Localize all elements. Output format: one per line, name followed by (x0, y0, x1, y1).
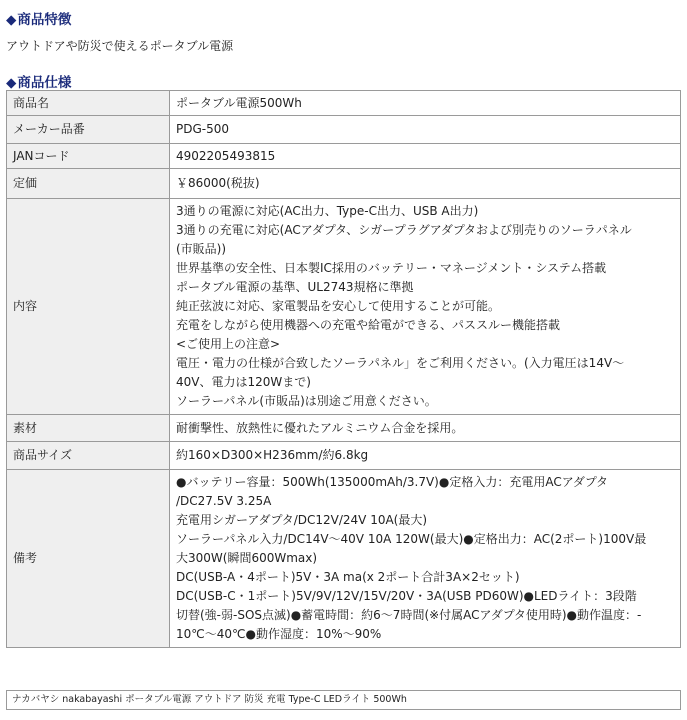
spec-label: メーカー品番 (7, 116, 170, 144)
spec-value-line: 10℃～40℃●動作湿度：10%～90% (176, 627, 382, 641)
spec-value-line: 40V、電力は120Wまで) (176, 375, 311, 389)
specs-heading (6, 71, 71, 91)
spec-value (170, 169, 681, 199)
spec-row (7, 442, 681, 470)
spec-value-line: 電圧・電力の仕様が合致したソーラパネル」をご利用ください。(入力電圧は14V～ (176, 356, 625, 370)
spec-value (170, 91, 681, 116)
footer-keywords: ナカバヤシ nakabayashi ポータブル電源 アウトドア 防災 充電 Type-C LEDライト 500Wh (6, 690, 681, 710)
diamond-marker: ◆ (6, 75, 17, 91)
spec-label: 商品名 (7, 91, 170, 116)
specs-heading-text: 商品仕様 (17, 75, 72, 91)
spec-value (170, 116, 681, 144)
spec-value-line: ソーラーパネル(市販品)は別途ご用意ください。 (176, 394, 437, 408)
spec-value-line: 切替(強-弱-SOS点滅)●蓄電時間：約6～7時間(※付属ACアダプタ使用時)●動作温度：- (176, 608, 642, 622)
spec-row (7, 415, 681, 442)
spec-row (7, 144, 681, 169)
spec-value (170, 442, 681, 470)
spec-row (7, 116, 681, 144)
spec-value-line: DC(USB-A・4ポート)5V・3A ma(x 2ポート合計3A×2セット) (176, 570, 520, 584)
features-heading-text: 商品特徴 (17, 12, 72, 28)
spec-label: 備考 (7, 470, 170, 648)
spec-row (7, 91, 681, 116)
spec-value-line: 充電用シガーアダプタ/DC12V/24V 10A(最大) (176, 513, 428, 527)
spec-value-line: 3通りの充電に対応(ACアダプタ、シガープラグアダプタおよび別売りのソーラパネル (176, 223, 632, 237)
spec-value-line: ポータブル電源500Wh (176, 95, 302, 110)
spec-value-line: 大300W(瞬間600Wmax) (176, 551, 318, 565)
spec-label: JANコード (7, 144, 170, 169)
features-text: アウトドアや防災で使えるポータブル電源 (6, 39, 234, 53)
spec-value (170, 470, 681, 648)
spec-value (170, 144, 681, 169)
spec-value-line: PDG-500 (176, 122, 230, 136)
spec-value-line: 4902205493815 (176, 148, 276, 163)
spec-value (170, 415, 681, 442)
spec-value-line: /DC27.5V 3.25A (176, 494, 272, 508)
spec-table (6, 90, 681, 648)
spec-value-line: 世界基準の安全性、日本製IC採用のバッテリー・マネージメント・システム搭載 (176, 261, 607, 275)
spec-value-line: 約160×D300×H236mm/約6.8kg (176, 448, 369, 462)
diamond-marker: ◆ (6, 12, 17, 28)
spec-value-line: ソーラーパネル入力/DC14V～40V 10A 120W(最大)●定格出力：AC(2ポート)100V最 (176, 532, 647, 546)
spec-label: 素材 (7, 415, 170, 442)
spec-value-line: 3通りの電源に対応(AC出力、Type-C出力、USB A出力) (176, 204, 479, 218)
features-heading (6, 8, 71, 28)
spec-label: 商品サイズ (7, 442, 170, 470)
spec-row (7, 470, 681, 648)
spec-value-line: ポータブル電源の基準、UL2743規格に準拠 (176, 280, 414, 294)
spec-value-line: (市販品)) (176, 242, 227, 256)
spec-value-line: <ご使用上の注意> (176, 337, 281, 351)
spec-value-line: DC(USB-C・1ポート)5V/9V/12V/15V/20V・3A(USB PD60W)●LEDライト：3段階 (176, 589, 637, 603)
spec-value-line: 耐衝撃性、放熱性に優れたアルミニウム合金を採用。 (176, 420, 464, 435)
spec-label: 内容 (7, 199, 170, 415)
spec-value-line: 充電をしながら使用機器への充電や給電ができる、パススルー機能搭載 (176, 318, 561, 332)
spec-value-line: ●バッテリー容量：500Wh(135000mAh/3.7V)●定格入力：充電用ACアダプタ (176, 475, 609, 489)
spec-label: 定価 (7, 169, 170, 199)
spec-value-line: 純正弦波に対応、家電製品を安心して使用することが可能。 (176, 299, 501, 313)
spec-value (170, 199, 681, 415)
spec-value-line: ￥86000(税抜) (176, 176, 260, 190)
spec-row (7, 169, 681, 199)
spec-row (7, 199, 681, 415)
